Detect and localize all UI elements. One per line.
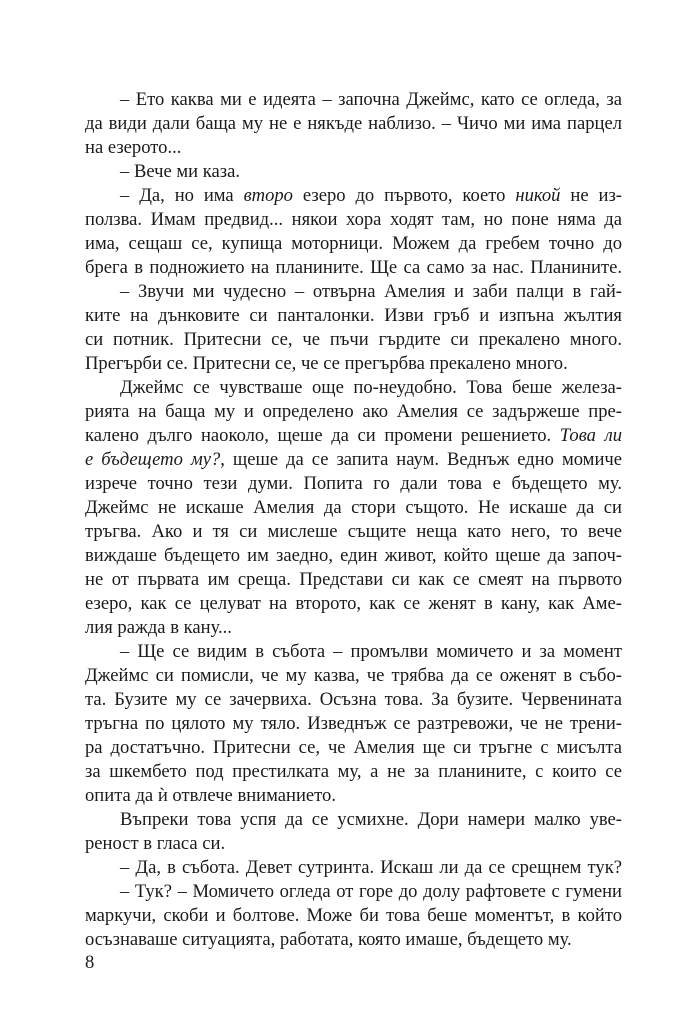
text-line: не от първата им среща. Представи си как се смеят на първото [85, 569, 622, 590]
text-line: Въпреки това успя да се усмихне. Дори намери малко уве- [120, 809, 622, 830]
text-line: Джеймс се чувстваше още по-неудобно. Това беше железа- [120, 377, 622, 398]
text-line: калено дълго наоколо, щеше да си промени решението. Това ли [85, 425, 622, 446]
text-line: опита да ѝ отвлече вниманието. [85, 785, 336, 806]
text-line: та. Бузите му се зачервиха. Осъзна това. За бузите. Червенината [85, 689, 622, 710]
text-line: Прегърби се. Притесни се, че се прегърбва прекалено много. [85, 353, 568, 374]
text-line: ползва. Имам предвид... някои хора ходят там, но поне няма да [85, 209, 622, 230]
text-line: брега в подножието на планините. Ще са само за нас. Планините. [85, 257, 622, 278]
text-line: – Ето каква ми е идеята – започна Джеймс, като се огледа, за [120, 89, 622, 110]
text-line: изрече точно тези думи. Попита го дали това е бъдещето му. [85, 473, 622, 494]
page-number: 8 [85, 952, 95, 973]
text-line: осъзнаваше ситуацията, работата, която имаше, бъдещето му. [85, 929, 572, 950]
text-line: е бъдещето му?, щеше да се запита наум. Веднъж едно момиче [85, 449, 622, 470]
text-line: – Да, в събота. Девет сутринта. Искаш ли да се срещнем тук? [120, 857, 622, 878]
text-line: ките на дънковите си панталонки. Изви гръб и изпъна жълтия [85, 305, 622, 326]
text-line: виждаше бъдещето им заедно, един живот, който щеше да започ- [85, 545, 622, 566]
text-line: – Вече ми каза. [120, 161, 241, 182]
text-line: – Да, но има второ езеро до първото, което никой не из- [120, 185, 622, 206]
text-line: ра достатъчно. Притесни се, че Амелия ще си тръгне с мисълта [85, 737, 622, 758]
text-line: – Звучи ми чудесно – отвърна Амелия и заби палци в гай- [120, 281, 622, 302]
text-line: на езерото... [85, 137, 182, 158]
text-line: тръгва. Ако и тя си мислеше същите неща като него, то вече [85, 521, 622, 542]
text-line: Джеймс си помисли, че му казва, че трябва да се оженят в събо- [85, 665, 622, 686]
text-line: езеро, как се целуват на второто, как се женят в кану, как Аме- [85, 593, 622, 614]
text-line: има, сещаш се, купища моторници. Можем да гребем точно до [85, 233, 622, 254]
text-line: лия ражда в кану... [85, 617, 232, 638]
text-line: маркучи, скоби и болтове. Може би това беше моментът, в който [85, 905, 622, 926]
text-line: реност в гласа си. [85, 833, 226, 854]
text-line: Джеймс не искаше Амелия да стори същото. Не искаше да си [85, 497, 622, 518]
text-line: за шкембето под престилката му, а не за планините, с които се [85, 761, 622, 782]
text-line: тръгна по цялото му тяло. Изведнъж се разтревожи, че не трени- [85, 713, 622, 734]
text-line: си потник. Притесни се, че пъчи гърдите си прекалено много. [85, 329, 622, 350]
text-line: – Тук? – Момичето огледа от горе до долу рафтовете с гумени [120, 881, 622, 902]
text-line: да види дали баща му не е някъде наблизо. – Чичо ми има парцел [85, 113, 622, 134]
text-line: рията на баща му и определено ако Амелия се задържеше пре- [85, 401, 622, 422]
text-line: – Ще се видим в събота – промълви момичето и за момент [120, 641, 622, 662]
